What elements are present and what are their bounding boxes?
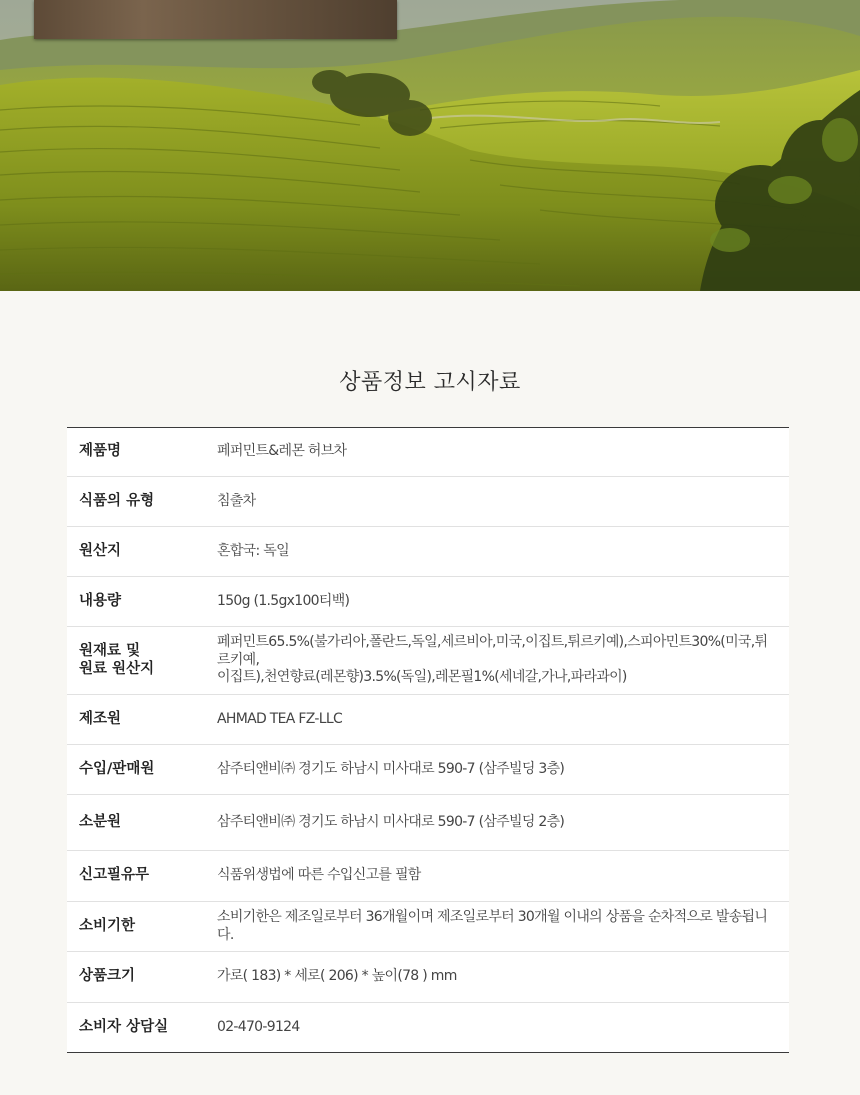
row-label-manufacturer: 제조원 — [67, 695, 217, 745]
table-row — [67, 627, 789, 695]
plantation-hills-illustration — [0, 0, 860, 291]
product-info-table — [67, 427, 789, 1053]
table-row — [67, 527, 789, 577]
row-label-origin: 원산지 — [67, 527, 217, 577]
product-info-section — [0, 291, 860, 1095]
row-value-ingredients-line1: 페퍼민트65.5%(불가리아,폴란드,독일,세르비아,미국,이집트,튀르키예),스피아민트30%(미국,튀르키예, — [217, 634, 768, 668]
table-row — [67, 745, 789, 795]
row-value-importer: 삼주티앤비㈜ 경기도 하남시 미사대로 590-7 (삼주빌딩 3층) — [217, 745, 789, 795]
row-label-expiry: 소비기한 — [67, 902, 217, 952]
row-label-ingredients-line1: 원재료 및 — [79, 643, 141, 660]
table-row — [67, 851, 789, 902]
row-label-product-size: 상품크기 — [67, 952, 217, 1003]
row-value-origin: 혼합국: 독일 — [217, 527, 789, 577]
wooden-board-image — [34, 0, 397, 39]
row-value-import-declaration: 식품위생법에 따른 수입신고를 필함 — [217, 851, 789, 902]
table-row — [67, 1003, 789, 1053]
table-row — [67, 577, 789, 627]
row-value-manufacturer: AHMAD TEA FZ-LLC — [217, 695, 789, 745]
row-value-expiry: 소비기한은 제조일로부터 36개월이며 제조일로부터 30개월 이내의 상품을 순차적으로 발송됩니다. — [217, 902, 789, 952]
row-label-food-type: 식품의 유형 — [67, 477, 217, 527]
table-row — [67, 477, 789, 527]
row-value-consumer-center: 02-470-9124 — [217, 1003, 789, 1053]
row-value-product-size: 가로( 183) * 세로( 206) * 높이(78 ) mm — [217, 952, 789, 1003]
row-value-packager: 삼주티앤비㈜ 경기도 하남시 미사대로 590-7 (삼주빌딩 2층) — [217, 795, 789, 851]
table-row — [67, 902, 789, 952]
row-value-net-content: 150g (1.5gx100티백) — [217, 577, 789, 627]
row-label-packager: 소분원 — [67, 795, 217, 851]
table-row — [67, 428, 789, 477]
row-label-consumer-center: 소비자 상담실 — [67, 1003, 217, 1053]
section-title: 상품정보 고시자료 — [339, 370, 521, 395]
table-row — [67, 695, 789, 745]
row-label-ingredients-line2: 원료 원산지 — [79, 660, 155, 677]
table-row — [67, 795, 789, 851]
tea-plantation-banner — [0, 0, 860, 291]
row-label-product-name: 제품명 — [67, 428, 217, 477]
row-label-importer: 수입/판매원 — [67, 745, 217, 795]
row-value-ingredients-line2: 이집트),천연향료(레몬향)3.5%(독일),레몬필1%(세네갈,가나,파라과이) — [217, 669, 627, 686]
row-value-product-name: 페퍼민트&레몬 허브차 — [217, 428, 789, 477]
row-label-import-declaration: 신고필유무 — [67, 851, 217, 902]
row-label-ingredients — [67, 627, 217, 695]
row-label-net-content: 내용량 — [67, 577, 217, 627]
table-row — [67, 952, 789, 1003]
row-value-food-type: 침출차 — [217, 477, 789, 527]
row-value-ingredients — [217, 627, 789, 695]
